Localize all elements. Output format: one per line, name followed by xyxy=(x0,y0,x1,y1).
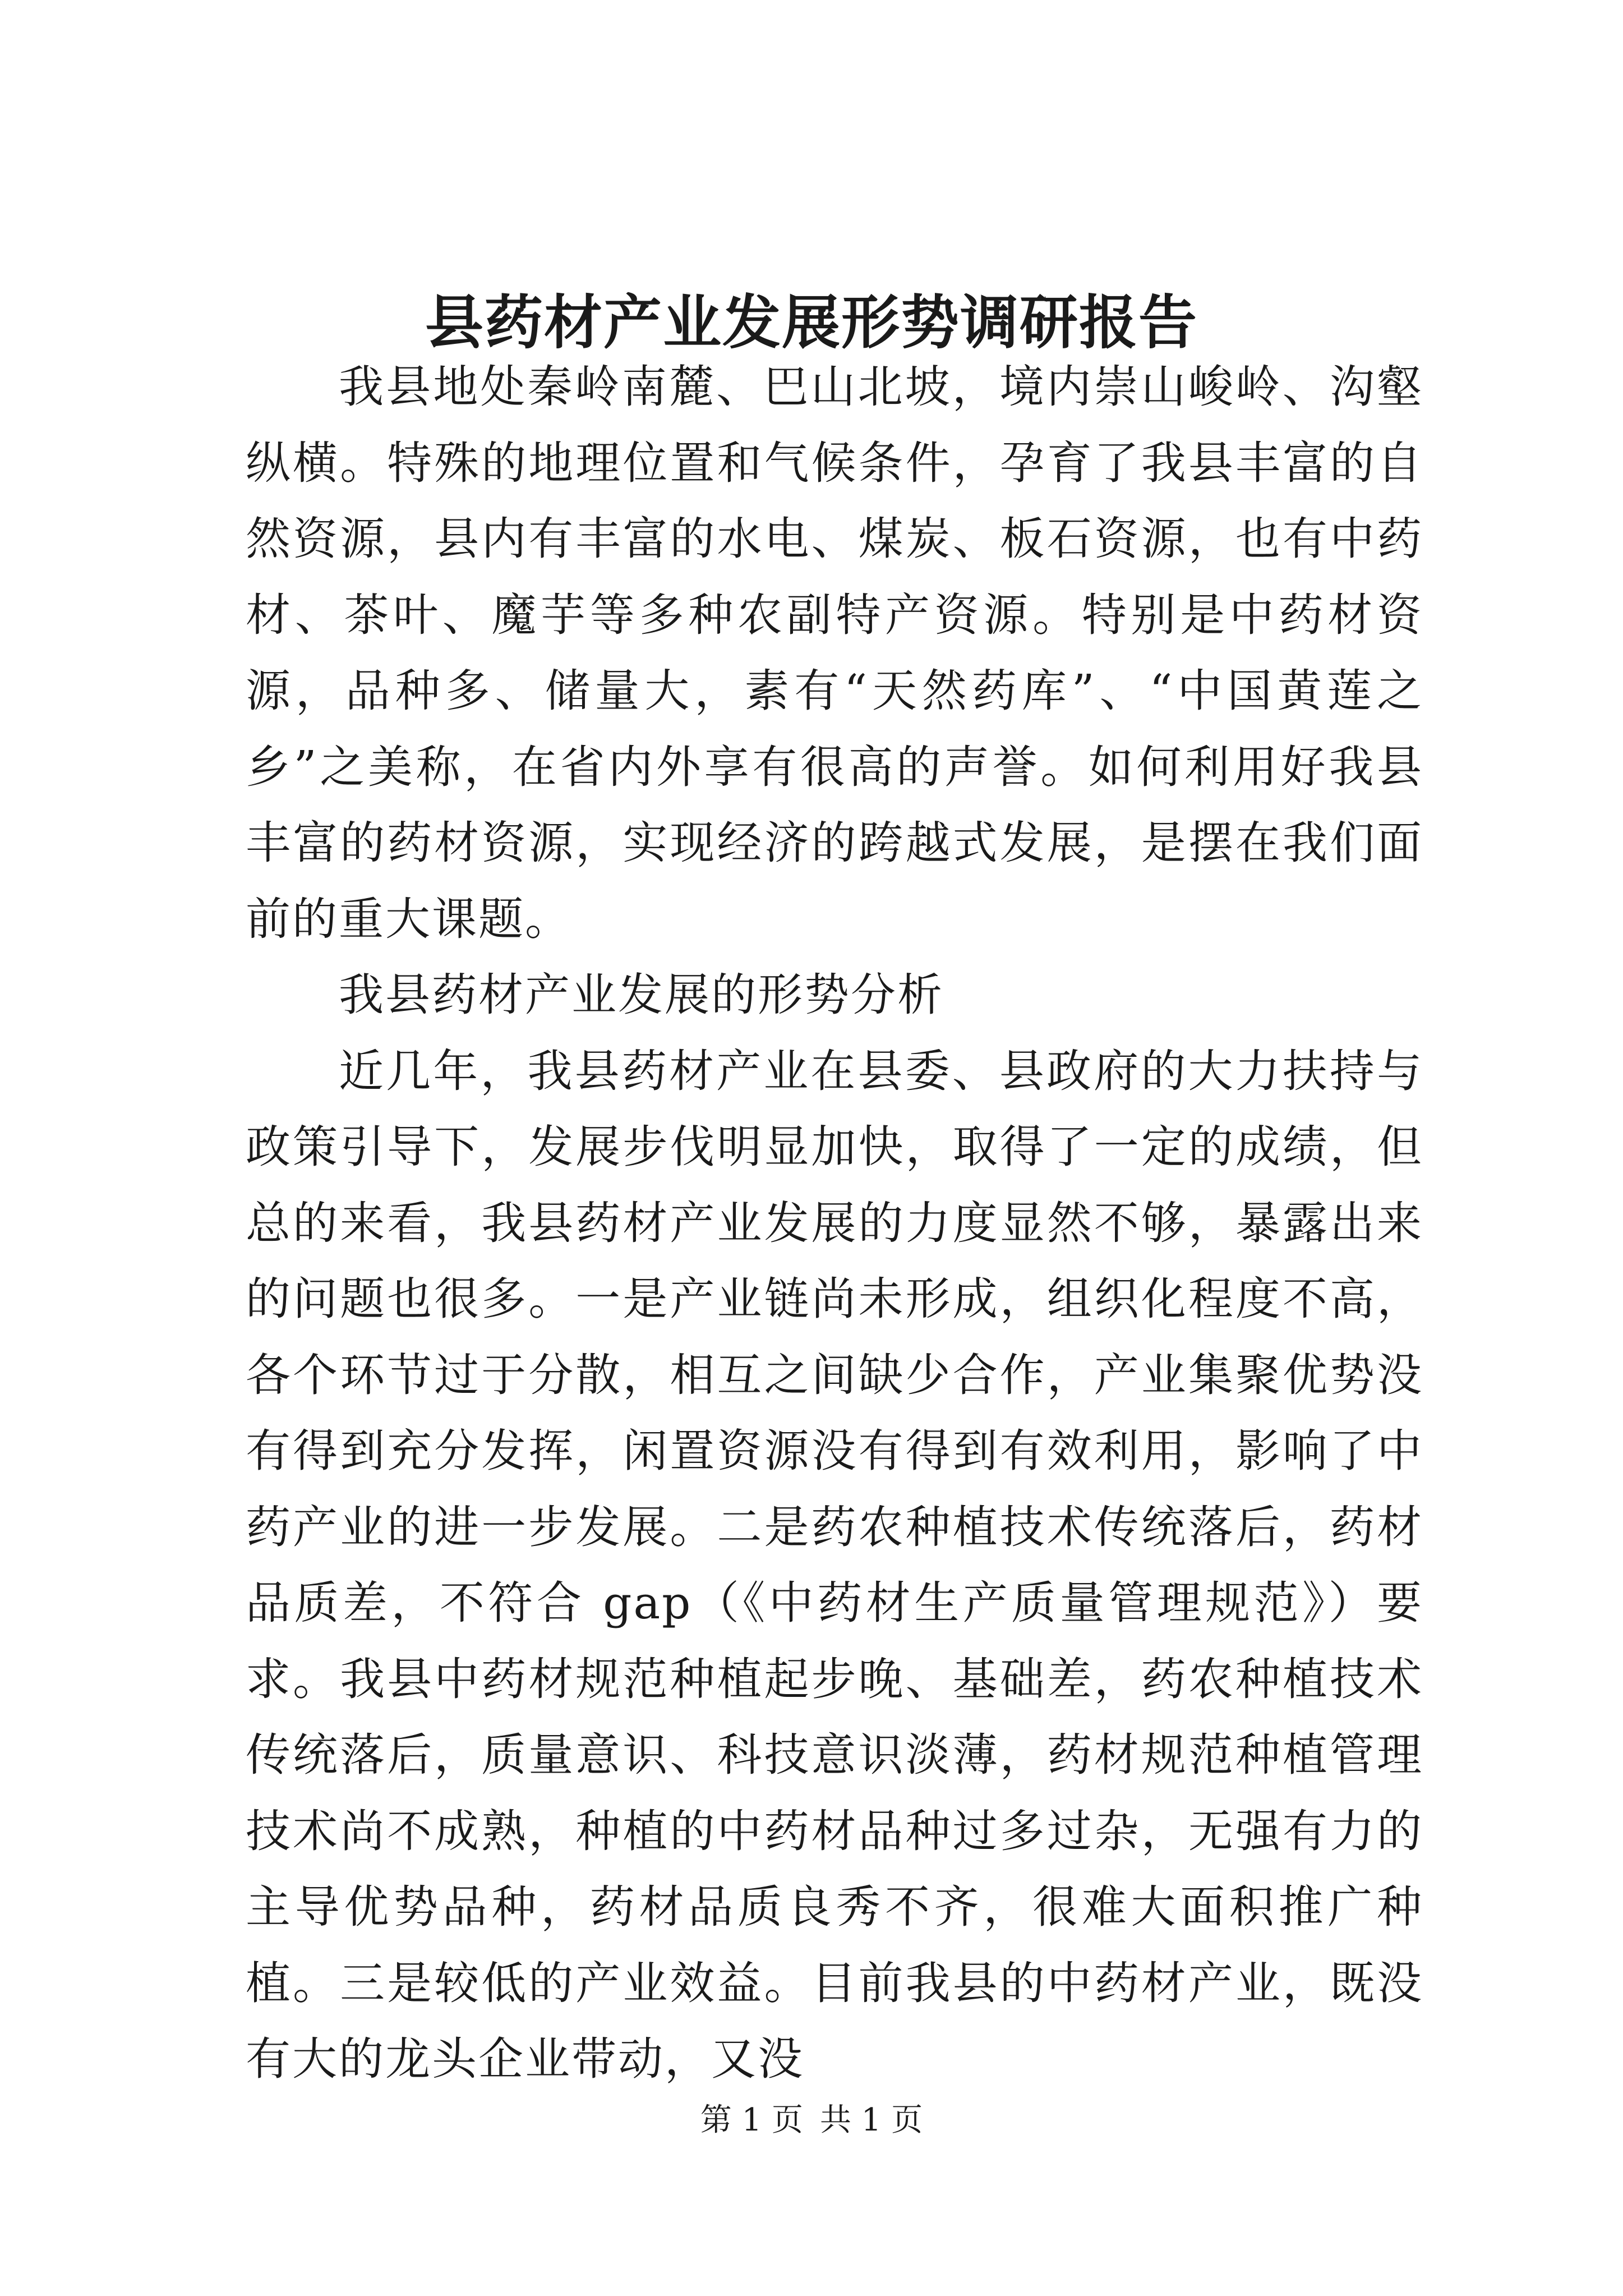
document-title: 县药材产业发展形势调研报告 xyxy=(425,288,1198,357)
page-footer xyxy=(0,2098,1623,2143)
page-total: 共 1 页 xyxy=(820,2102,923,2138)
paragraph-intro: 我县地处秦岭南麓、巴山北坡，境内崇山峻岭、沟壑纵横。特殊的地理位置和气候条件，孕育了我县丰富的自然资源，县内有丰富的水电、煤炭、板石资源，也有中药材、茶叶、魔芋等多种农副特产资源。特别是中药材资源，品种多、储量大，素有“天然药库”、“中国黄莲之乡”之美称，在省内外享有很高的声誉。如何利用好我县丰富的药材资源，实现经济的跨越式发展，是摆在我们面前的重大课题。 xyxy=(246,361,1423,945)
paragraph-analysis: 近几年，我县药材产业在县委、县政府的大力扶持与政策引导下，发展步伐明显加快，取得了一定的成绩，但总的来看，我县药材产业发展的力度显然不够，暴露出来的问题也很多。一是产业链尚未形成，组织化程度不高，各个环节过于分散，相互之间缺少合作，产业集聚优势没有得到充分发挥，闲置资源没有得到有效利用，影响了中药产业的进一步发展。二是药农种植技术传统落后，药材品质差，不符合 gap（《中药材生产质量管理规范》）要求。我县中药材规范种植起步晚、基础差，药农种植技术传统落后，质量意识、科技意识淡薄，药材规范种植管理技术尚不成熟，种植的中药材品种过多过杂，无强有力的主导优势品种，药材品质良秀不齐，很难大面积推广种植。三是较低的产业效益。目前我县的中药材产业，既没有大的龙头企业带动，又没 xyxy=(246,1045,1423,2085)
document-body xyxy=(246,349,1423,2097)
page-number: 第 1 页 xyxy=(700,2102,803,2138)
section-heading: 我县药材产业发展的形势分析 xyxy=(339,969,944,1021)
